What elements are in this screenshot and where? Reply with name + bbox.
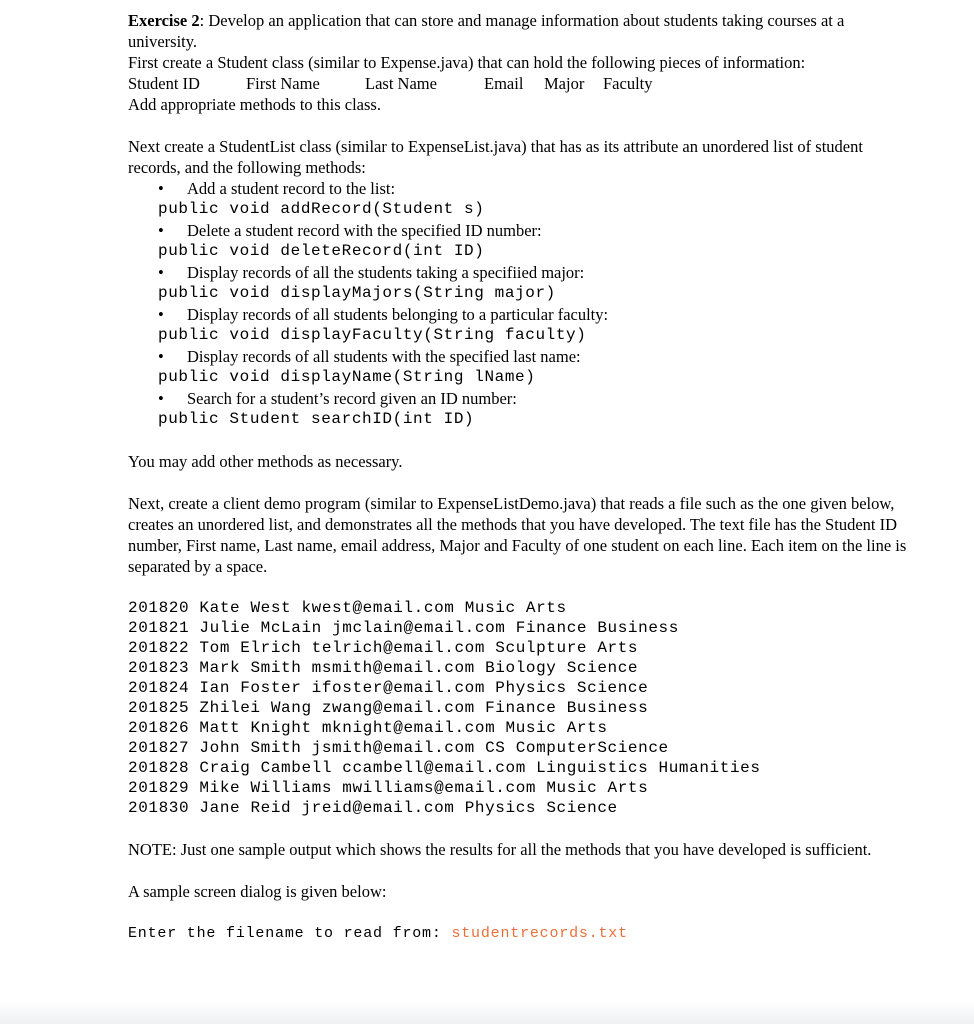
record-row [128,598,908,618]
method-item [128,220,908,262]
record-last: Cambell [260,759,333,777]
record-first: Matt [199,719,241,737]
exercise-intro-text: : Develop an application that can store and manage information about students taking courses at a university. [128,11,845,51]
record-id: 201820 [128,599,190,617]
record-last: McLain [260,619,322,637]
record-first: Julie [199,619,251,637]
method-description-line [128,178,908,199]
record-major: Biology [485,659,557,677]
record-row [128,758,908,778]
record-first: Mike [199,779,241,797]
record-email: ccambell@email.com [342,759,526,777]
bottom-edge [0,1002,974,1024]
student-fields [128,73,908,94]
record-major: Finance [515,619,588,637]
field-student-id: Student ID [128,74,200,93]
method-item [128,346,908,388]
record-last: Wang [270,699,312,717]
method-description: Add a student record to the list: [187,179,396,198]
record-row [128,778,908,798]
record-email: mwilliams@email.com [342,779,537,797]
other-methods-note: You may add other methods as necessary. [128,452,403,471]
record-row [128,618,908,638]
record-first: Craig [199,759,251,777]
method-signature: public void displayName(String lName) [158,368,536,386]
method-item [128,178,908,220]
record-last: Foster [240,679,302,697]
student-records [128,598,908,818]
record-last: Smith [250,659,302,677]
method-signature: public void displayFaculty(String faculty) [158,326,587,344]
note-text: NOTE: Just one sample output which shows the results for all the methods that you have developed is sufficient. [128,840,872,859]
method-signature: public void addRecord(Student s) [158,200,485,218]
record-faculty: Business [566,699,649,717]
record-first: Ian [199,679,231,697]
record-major: Music [464,599,516,617]
method-description: Delete a student record with the specified ID number: [187,221,542,240]
sample-dialog [128,923,908,944]
record-email: zwang@email.com [321,699,475,717]
record-id: 201826 [128,719,190,737]
record-first: John [199,739,241,757]
bullet-icon: • [158,347,164,366]
dialog-prompt: Enter the filename to read from: [128,925,452,942]
methods-note: Add appropriate methods to this class. [128,95,381,114]
method-description-line [128,220,908,241]
method-description: Display records of all students belonging to a particular faculty: [187,305,609,324]
record-id: 201822 [128,639,190,657]
method-signature: public void deleteRecord(int ID) [158,242,485,260]
exercise-intro [128,10,908,52]
method-item [128,304,908,346]
record-faculty: Business [597,619,679,637]
record-row [128,658,908,678]
record-id: 201824 [128,679,190,697]
dialog-intro: A sample screen dialog is given below: [128,882,387,901]
client-intro: Next, create a client demo program (similar to ExpenseListDemo.java) that reads a file such as the one given below, creates an unordered list, and demonstrates all the methods that you have developed. The text file has the Student ID number, First name, Last name, email address, Major and Faculty of one student on each line. Each item on the line is separated by a space. [128,494,907,576]
student-class-text: First create a Student class (similar to Expense.java) that can hold the following pieces of information: [128,53,806,72]
record-last: Williams [250,779,333,797]
record-first: Jane [199,799,241,817]
spacer [128,430,908,451]
record-faculty: Arts [525,599,567,617]
spacer [128,472,908,493]
record-major: Physics [495,679,567,697]
record-email: msmith@email.com [311,659,475,677]
method-description-line [128,388,908,409]
record-faculty: Arts [607,779,649,797]
exercise-document [128,10,908,944]
bullet-icon: • [158,305,164,324]
record-id: 201827 [128,739,190,757]
record-row [128,698,908,718]
bullet-icon: • [158,179,164,198]
spacer [128,860,908,881]
record-first: Zhilei [199,699,261,717]
record-first: Mark [199,659,241,677]
method-list [128,178,908,430]
field-major: Major [544,74,585,93]
bullet-icon: • [158,221,164,240]
record-id: 201828 [128,759,190,777]
exercise-label: Exercise 2 [128,11,200,30]
record-faculty: Science [546,799,618,817]
record-last: Smith [250,739,302,757]
record-faculty: Science [566,659,639,677]
bullet-icon: • [158,263,164,282]
method-description: Display records of all the students taking a specifiied major: [187,263,585,282]
method-description-line [128,262,908,283]
record-row [128,798,908,818]
record-email: ifoster@email.com [311,679,486,697]
bullet-icon: • [158,389,164,408]
field-faculty: Faculty [603,74,653,93]
record-row [128,638,908,658]
spacer [128,115,908,136]
record-faculty: ComputerScience [515,739,669,757]
record-last: Elrich [240,639,302,657]
record-row [128,738,908,758]
record-faculty: Arts [566,719,608,737]
record-email: kwest@email.com [301,599,455,617]
record-last: Reid [250,799,292,817]
record-major: Finance [485,699,557,717]
studentlist-intro: Next create a StudentList class (similar to ExpenseList.java) that has as its attribute an unordered list of student records, and the following methods: [128,137,863,177]
method-signature: public Student searchID(int ID) [158,410,475,428]
method-item [128,262,908,304]
field-last-name: Last Name [365,74,437,93]
record-major: Sculpture [495,639,588,657]
field-email: Email [484,74,524,93]
method-signature: public void displayMajors(String major) [158,284,556,302]
record-email: jreid@email.com [301,799,455,817]
record-id: 201825 [128,699,190,717]
record-faculty: Arts [597,639,639,657]
method-description-line [128,346,908,367]
record-major: Linguistics [536,759,649,777]
record-last: Knight [250,719,312,737]
record-id: 201823 [128,659,190,677]
record-email: mknight@email.com [321,719,496,737]
record-email: telrich@email.com [311,639,486,657]
record-major: Music [505,719,557,737]
record-row [128,718,908,738]
spacer [128,577,908,598]
method-description: Search for a student’s record given an ID number: [187,389,517,408]
method-description-line [128,304,908,325]
method-description: Display records of all students with the specified last name: [187,347,581,366]
record-id: 201830 [128,799,190,817]
record-first: Kate [199,599,241,617]
dialog-input: studentrecords.txt [451,925,628,942]
record-email: jmclain@email.com [332,619,506,637]
record-id: 201829 [128,779,190,797]
spacer [128,818,908,839]
record-last: West [250,599,292,617]
field-first-name: First Name [246,74,320,93]
record-major: Physics [464,799,537,817]
spacer [128,902,908,923]
record-row [128,678,908,698]
record-email: jsmith@email.com [311,739,475,757]
record-faculty: Science [576,679,649,697]
method-item [128,388,908,430]
record-first: Tom [199,639,231,657]
record-major: CS [485,739,506,757]
record-id: 201821 [128,619,190,637]
record-major: Music [546,779,598,797]
record-faculty: Humanities [658,759,761,777]
